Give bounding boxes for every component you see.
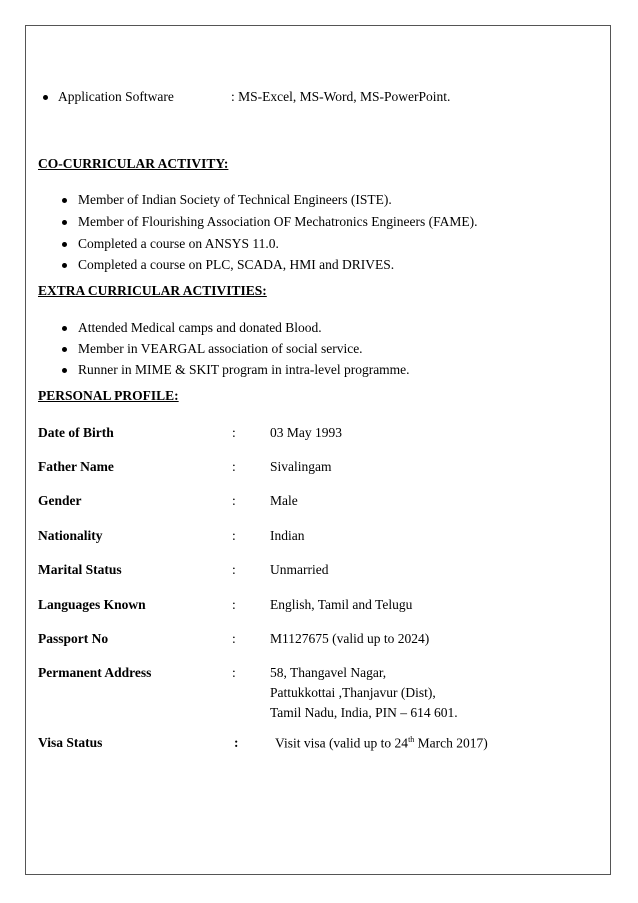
passport-label: Passport No [38,631,109,646]
visa-value-prefix: Visit visa (valid up to 24 [275,735,409,751]
visa-value-sup: th [408,735,415,744]
address-line: Tamil Nadu, India, PIN – 614 601. [270,705,458,720]
father-name-label: Father Name [38,459,114,474]
gender-label: Gender [38,493,82,508]
co-curricular-heading: CO-CURRICULAR ACTIVITY: [38,156,229,171]
separator: : [232,528,236,543]
extra-curricular-item: Runner in MIME & SKIT program in intra-level programme. [78,362,410,377]
bullet-icon [62,326,67,331]
address-line: Pattukkottai ,Thanjavur (Dist), [270,685,436,700]
visa-status-value [275,735,488,752]
marital-status-label: Marital Status [38,562,122,577]
bullet-icon [62,198,67,203]
separator: : [232,665,236,680]
personal-profile-heading: PERSONAL PROFILE: [38,388,179,403]
marital-status-value: Unmarried [270,562,329,577]
bullet-icon [62,347,67,352]
co-curricular-item: Completed a course on ANSYS 11.0. [78,236,279,251]
nationality-label: Nationality [38,528,103,543]
gender-value: Male [270,493,298,508]
co-curricular-item: Member of Indian Society of Technical Engineers (ISTE). [78,192,392,207]
separator: : [232,459,236,474]
separator: : [232,597,236,612]
passport-value: M1127675 (valid up to 2024) [270,631,430,646]
visa-value-suffix: March 2017) [414,735,488,751]
bullet-icon [62,368,67,373]
co-curricular-item: Completed a course on PLC, SCADA, HMI and DRIVES. [78,257,395,272]
address-line: 58, Thangavel Nagar, [270,665,387,680]
separator: : [232,493,236,508]
address-label: Permanent Address [38,665,152,680]
bullet-icon [62,242,67,247]
bullet-icon [62,263,67,268]
bullet-icon [43,95,48,100]
separator: : [232,562,236,577]
languages-label: Languages Known [38,597,146,612]
separator: : [232,631,236,646]
dob-label: Date of Birth [38,425,114,440]
visa-separator: : [234,735,239,750]
languages-value: English, Tamil and Telugu [270,597,413,612]
extra-curricular-item: Member in VEARGAL association of social service. [78,341,363,356]
software-value: : MS-Excel, MS-Word, MS-PowerPoint. [231,89,451,104]
extra-curricular-heading: EXTRA CURRICULAR ACTIVITIES: [38,283,267,298]
software-label: Application Software [58,89,174,104]
nationality-value: Indian [270,528,305,543]
father-name-value: Sivalingam [270,459,332,474]
visa-status-label: Visa Status [38,735,103,750]
co-curricular-item: Member of Flourishing Association OF Mechatronics Engineers (FAME). [78,214,478,229]
dob-value: 03 May 1993 [270,425,342,440]
extra-curricular-item: Attended Medical camps and donated Blood. [78,320,322,335]
bullet-icon [62,220,67,225]
separator: : [232,425,236,440]
